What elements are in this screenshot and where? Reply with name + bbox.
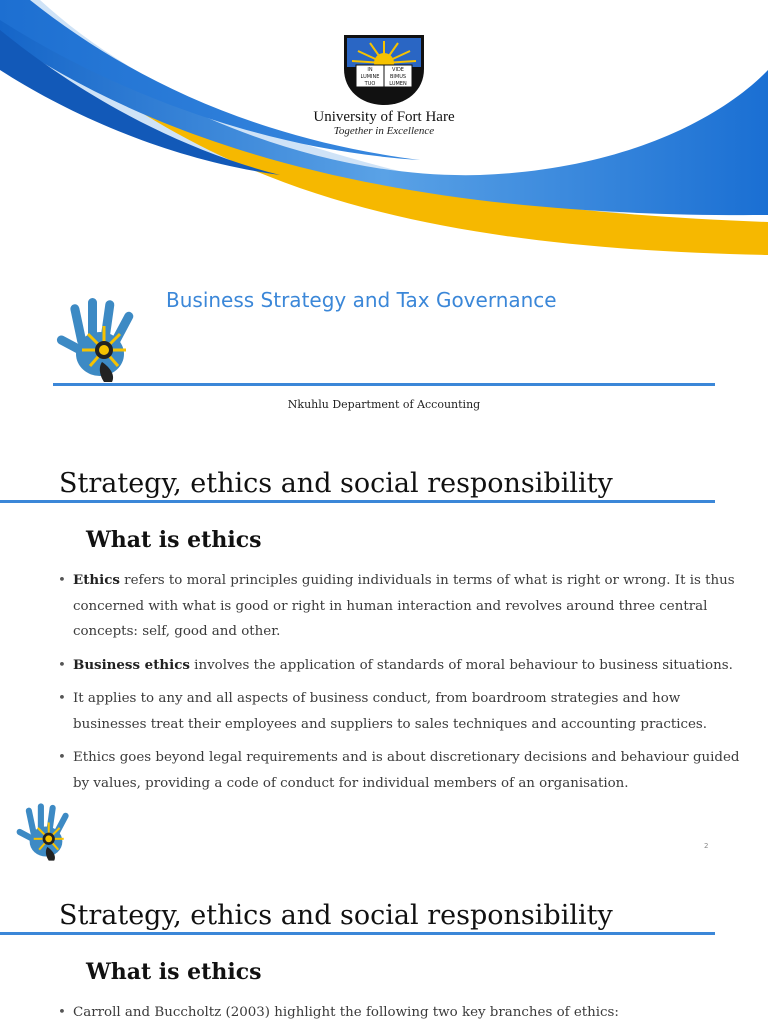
bullet-text: refers to moral principles guiding individuals in terms of what is right or wrong. It is thus concerned with what is good or right in human interaction and revolves around three central concepts: self, good and other. xyxy=(73,573,735,639)
bullet-list xyxy=(58,568,743,804)
title-divider xyxy=(53,383,715,386)
slide-title-divider xyxy=(0,932,715,935)
university-name: University of Fort Hare xyxy=(313,109,455,125)
slide-subtitle: What is ethics xyxy=(86,959,262,985)
slide-title-divider xyxy=(0,500,715,503)
bullet-text: It applies to any and all aspects of business conduct, from boardroom strategies and how businesses treat their employees and suppliers to sales techniques and accounting practices. xyxy=(73,691,708,732)
bullet-bold-term: Business ethics xyxy=(73,656,190,673)
hand-sun-icon xyxy=(52,296,148,384)
bullet-list xyxy=(58,1000,743,1024)
university-motto: Together in Excellence xyxy=(333,125,435,137)
content-slide-2 xyxy=(0,432,768,864)
course-title: Business Strategy and Tax Governance xyxy=(166,288,557,312)
bullet-item xyxy=(58,1000,743,1024)
slide-subtitle: What is ethics xyxy=(86,527,262,553)
bullet-text: Carroll and Buccholtz (2003) highlight the following two key branches of ethics: xyxy=(73,1005,619,1020)
crest-text-4: VIDE xyxy=(392,67,404,73)
bullet-item xyxy=(58,568,743,645)
university-crest-logo xyxy=(340,33,428,107)
slide-title: Strategy, ethics and social responsibility xyxy=(59,900,613,931)
bullet-text: involves the application of standards of moral behaviour to business situations. xyxy=(189,657,733,673)
title-slide xyxy=(0,0,768,432)
bullet-item xyxy=(58,653,743,679)
bullet-item xyxy=(58,745,743,796)
content-slide-3 xyxy=(0,864,768,1024)
slide-title: Strategy, ethics and social responsibility xyxy=(59,468,613,499)
bullet-item xyxy=(58,686,743,737)
crest-text-3: TUO xyxy=(364,81,376,87)
crest-text-1: IN xyxy=(367,67,373,73)
crest-text-6: LUMEN xyxy=(389,81,407,87)
bullet-text: Ethics goes beyond legal requirements and is about discretionary decisions and behaviour guided by values, providing a code of conduct for individual members of an organisation. xyxy=(73,750,740,791)
crest-text-5: BIMUS xyxy=(389,74,407,80)
crest-text-2: LUMINE xyxy=(360,74,380,80)
bullet-bold-term: Ethics xyxy=(73,572,120,588)
hand-sun-icon xyxy=(10,802,82,862)
page-number: 2 xyxy=(704,842,709,850)
department-name: Nkuhlu Department of Accounting xyxy=(287,398,481,411)
